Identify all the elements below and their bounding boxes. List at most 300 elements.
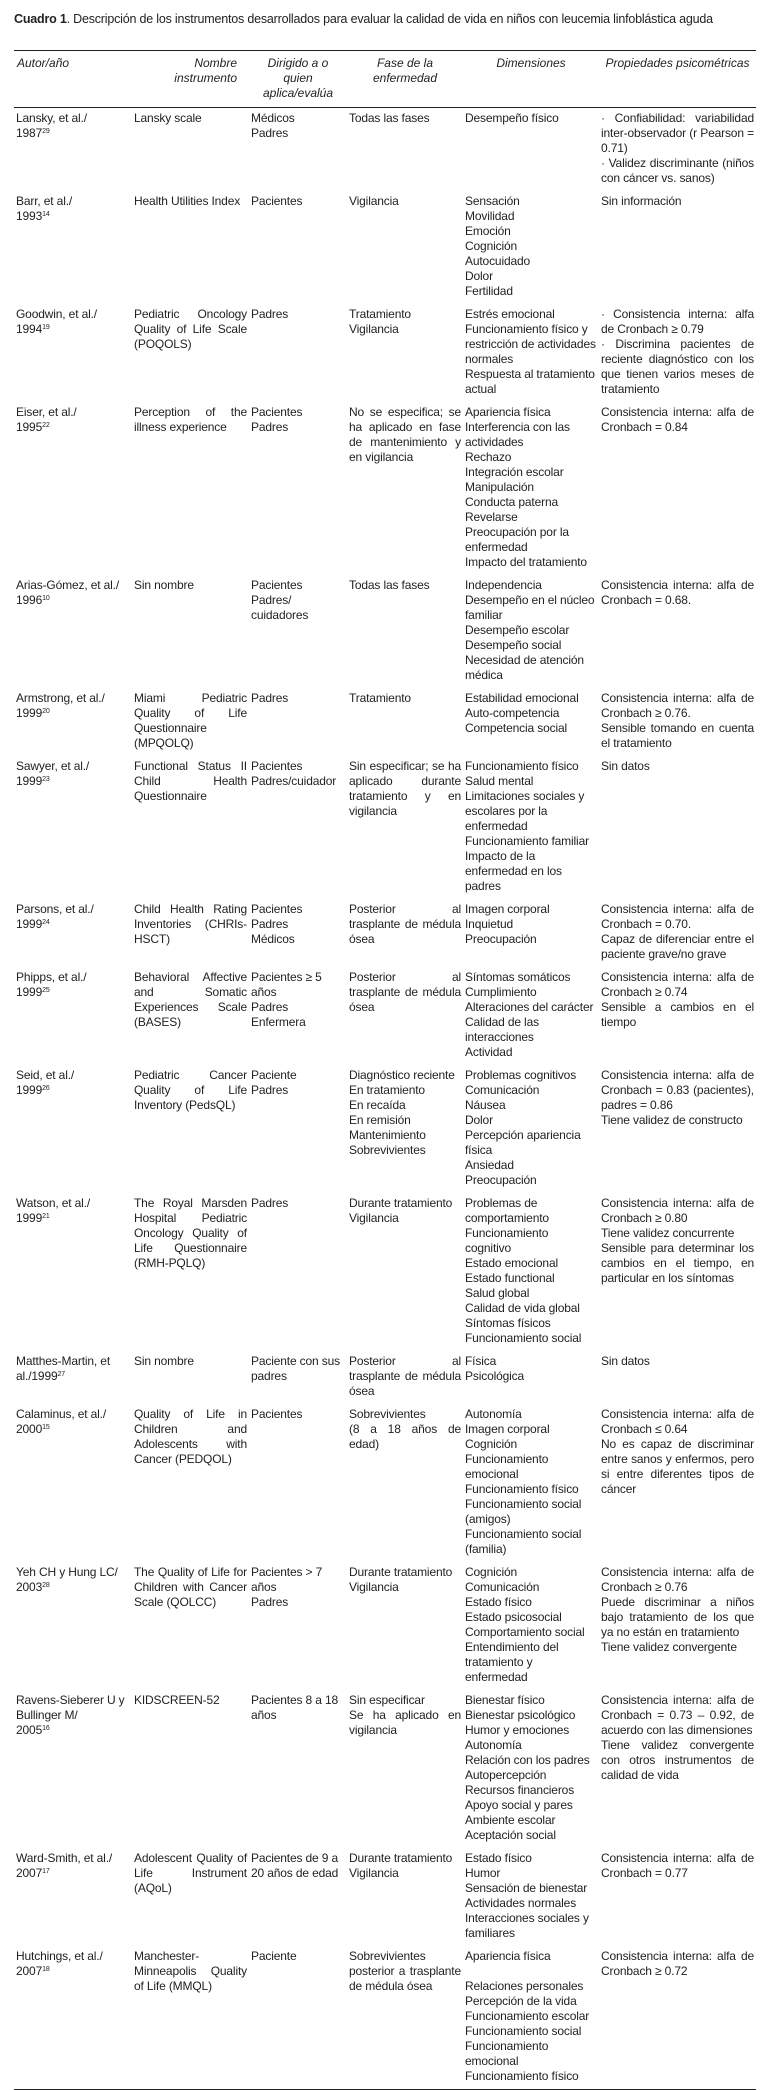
instrument-name-cell [132, 967, 249, 1065]
dimensions-item: Dolor [465, 269, 493, 283]
dimensions-item: Alteraciones del carácter [465, 1000, 594, 1014]
dimensions-item: Desempeño en el núcleo familiar [465, 593, 595, 622]
instrument-item: Behavioral Affective and Somatic Experiences Scale (BASES) [134, 970, 247, 1029]
author-line [16, 322, 130, 337]
phase-item: Sobrevivientes [349, 1407, 426, 1421]
target-cell [249, 304, 347, 402]
dimensions-item: Psicológica [465, 1369, 525, 1383]
phase-item: En tratamiento [349, 1083, 425, 1097]
phase-cell [347, 1946, 463, 2090]
table-row [14, 688, 756, 756]
table-row [14, 1404, 756, 1562]
author-year-cell [14, 688, 132, 756]
dimensions-item: Bienestar psicológico [465, 1708, 576, 1722]
dimensions-item: Problemas cognitivos [465, 1068, 577, 1082]
target-item: Pacientes 8 a 18 años [251, 1693, 338, 1722]
properties-item: Consistencia interna: alfa de Cronbach ≥ 0.74 [601, 970, 754, 999]
dimensions-cell [463, 191, 599, 304]
dimensions-item: Autonomía [465, 1738, 522, 1752]
header-instrument-name: Nombre instrumento [132, 51, 249, 108]
dimensions-item: Ansiedad [465, 1158, 514, 1172]
target-item: Pacientes [251, 578, 303, 592]
dimensions-cell [463, 1065, 599, 1193]
properties-cell [599, 402, 756, 575]
target-cell [249, 1946, 347, 2090]
dimensions-item: Síntomas somáticos [465, 970, 571, 984]
phase-item: Posterior al trasplante de médula ósea [349, 902, 461, 946]
target-cell [249, 1065, 347, 1193]
instrument-item: The Quality of Life for Children with Cancer Scale (QOLCC) [134, 1565, 247, 1609]
author-line [16, 593, 130, 608]
properties-item: Consistencia interna: alfa de Cronbach = 0.77 [601, 1851, 754, 1880]
instrument-name-cell [132, 191, 249, 304]
dimensions-item: Comunicación [465, 1580, 540, 1594]
header-dimensions: Dimensiones [463, 51, 599, 108]
reference-superscript: 16 [42, 1725, 50, 1732]
phase-item: Diagnóstico reciente [349, 1068, 455, 1082]
dimensions-item: Funcionamiento físico y restricción de actividades normales [465, 322, 596, 366]
phase-item: Sobrevivientes [349, 1143, 426, 1157]
dimensions-cell [463, 688, 599, 756]
properties-item: Sin datos [601, 1354, 650, 1368]
phase-cell [347, 191, 463, 304]
phase-cell [347, 1690, 463, 1848]
properties-item: Tiene validez concurrente [601, 1226, 735, 1240]
target-cell [249, 967, 347, 1065]
dimensions-item: Fertilidad [465, 284, 513, 298]
dimensions-item: Ambiente escolar [465, 1813, 556, 1827]
caption-label: Cuadro 1 [14, 12, 67, 26]
instrument-name-cell [132, 575, 249, 688]
author-text: 1993 [16, 209, 43, 223]
phase-cell [347, 1193, 463, 1351]
properties-cell [599, 1562, 756, 1690]
table-row [14, 1562, 756, 1690]
table-row [14, 108, 756, 192]
target-item: Padres [251, 1196, 289, 1210]
author-line [16, 902, 130, 917]
author-year-cell [14, 1690, 132, 1848]
dimensions-cell [463, 304, 599, 402]
instrument-item: Lansky scale [134, 111, 202, 125]
properties-cell [599, 1848, 756, 1946]
phase-item: Sin especificar; se ha aplicado durante tratamiento y en vigilancia [349, 759, 461, 818]
target-cell [249, 1351, 347, 1404]
dimensions-item: Apariencia física [465, 405, 551, 419]
author-year-cell [14, 899, 132, 967]
reference-superscript: 27 [57, 1371, 66, 1378]
dimensions-item: Cognición [465, 1565, 518, 1579]
dimensions-item: Auto-competencia [465, 706, 560, 720]
dimensions-item: Autocuidado [465, 254, 531, 268]
instrument-item: Adolescent Quality of Life Instrument (AQoL) [134, 1851, 247, 1895]
author-line [16, 126, 130, 141]
phase-item: Todas las fases [349, 578, 430, 592]
dimensions-item: Actividades normales [465, 1896, 577, 1910]
table-row [14, 575, 756, 688]
instrument-name-cell [132, 1946, 249, 2090]
target-item: Pacientes [251, 194, 303, 208]
phase-cell [347, 899, 463, 967]
properties-cell [599, 575, 756, 688]
phase-cell [347, 1404, 463, 1562]
properties-item: Consistencia interna: alfa de Cronbach ≤ 0.64 [601, 1407, 754, 1436]
phase-item: Vigilancia [349, 322, 399, 336]
target-cell [249, 1404, 347, 1562]
reference-superscript: 28 [42, 1582, 50, 1589]
author-line [16, 307, 130, 322]
target-cell [249, 756, 347, 899]
dimensions-item: Manipulación [465, 480, 534, 494]
author-line [16, 1422, 130, 1437]
dimensions-item: Salud global [465, 1286, 530, 1300]
author-text: Yeh CH y Hung LC/ [16, 1565, 118, 1579]
phase-item: Todas las fases [349, 111, 430, 125]
properties-cell [599, 191, 756, 304]
properties-item: Consistencia interna: alfa de Cronbach = 0.73 – 0.92, de acuerdo con las dimensiones [601, 1693, 754, 1737]
table-row [14, 304, 756, 402]
dimensions-cell [463, 402, 599, 575]
properties-cell [599, 1193, 756, 1351]
properties-item: Tiene validez convergente con otros instrumentos de calidad de vida [601, 1738, 754, 1782]
author-line [16, 1354, 130, 1384]
properties-item: Consistencia interna: alfa de Cronbach = 0.70. [601, 902, 754, 931]
phase-cell [347, 1848, 463, 1946]
dimensions-cell [463, 1690, 599, 1848]
table-row [14, 191, 756, 304]
target-item: Padres [251, 917, 289, 931]
author-line [16, 1196, 130, 1211]
dimensions-item: Entendimiento del tratamiento y enfermedad [465, 1640, 559, 1684]
target-item: Médicos [251, 111, 295, 125]
dimensions-item: Bienestar físico [465, 1693, 545, 1707]
dimensions-cell [463, 1848, 599, 1946]
author-text: Eiser, et al./ [16, 405, 77, 419]
author-line [16, 1693, 130, 1723]
header-psychometric-properties: Propiedades psicométricas [599, 51, 756, 108]
author-text: Matthes-Martin, et al./1999 [16, 1354, 110, 1383]
instrument-name-cell [132, 1848, 249, 1946]
phase-item: Durante tratamiento [349, 1196, 453, 1210]
table-row [14, 1690, 756, 1848]
dimensions-item: Desempeño físico [465, 111, 559, 125]
properties-item: Tiene validez de constructo [601, 1113, 743, 1127]
table-row [14, 1848, 756, 1946]
instrument-item: Pediatric Cancer Quality of Life Inventory (PedsQL) [134, 1068, 247, 1112]
target-cell [249, 899, 347, 967]
author-text: 1999 [16, 1083, 43, 1097]
dimensions-item: Náusea [465, 1098, 506, 1112]
properties-item: Sin datos [601, 759, 650, 773]
properties-item: Puede discriminar a niños bajo tratamiento de los que ya no están en tratamiento [601, 1595, 754, 1639]
properties-cell [599, 967, 756, 1065]
properties-item: · Validez discriminante (niños con cáncer vs. sanos) [601, 156, 754, 185]
dimensions-item: Integración escolar [465, 465, 564, 479]
author-text: Calaminus, et al./ [16, 1407, 107, 1421]
table-row [14, 756, 756, 899]
author-line [16, 1580, 130, 1595]
phase-item: Vigilancia [349, 1866, 399, 1880]
phase-cell [347, 688, 463, 756]
author-year-cell [14, 1193, 132, 1351]
properties-item: Consistencia interna: alfa de Cronbach ≥ 0.80 [601, 1196, 754, 1225]
properties-item: Tiene validez convergente [601, 1640, 737, 1654]
phase-item: No se especifica; se ha aplicado en fase de mantenimiento y en vigilancia [349, 405, 461, 464]
dimensions-item: Cumplimiento [465, 985, 537, 999]
table-row [14, 1065, 756, 1193]
target-item: Padres [251, 691, 289, 705]
instrument-item: KIDSCREEN-52 [134, 1693, 220, 1707]
author-text: 2007 [16, 1964, 43, 1978]
dimensions-item: Recursos financieros [465, 1783, 575, 1797]
dimensions-item: Percepción apariencia física [465, 1128, 581, 1157]
author-year-cell [14, 575, 132, 688]
target-item: Padres [251, 1083, 289, 1097]
reference-superscript: 29 [42, 128, 50, 135]
dimensions-item: Funcionamiento social [465, 1331, 582, 1345]
target-cell [249, 1848, 347, 1946]
instrument-name-cell [132, 756, 249, 899]
author-line [16, 420, 130, 435]
dimensions-item: Revelarse [465, 510, 518, 524]
dimensions-item: Síntomas físicos [465, 1316, 551, 1330]
dimensions-item: Necesidad de atención médica [465, 653, 584, 682]
author-year-cell [14, 304, 132, 402]
properties-cell [599, 1065, 756, 1193]
properties-item: · Consistencia interna: alfa de Cronbach ≥ 0.79 [601, 307, 754, 336]
author-line [16, 1068, 130, 1083]
phase-item: En recaída [349, 1098, 406, 1112]
table-header [14, 51, 756, 108]
author-year-cell [14, 756, 132, 899]
author-year-cell [14, 1848, 132, 1946]
author-line [16, 1851, 130, 1866]
author-text: 2005 [16, 1723, 43, 1737]
author-line [16, 1083, 130, 1098]
reference-superscript: 15 [42, 1424, 50, 1431]
target-item: Pacientes [251, 759, 303, 773]
author-line [16, 774, 130, 789]
dimensions-item: Desempeño social [465, 638, 562, 652]
instrument-item: Pediatric Oncology Quality of Life Scale (POQOLS) [134, 307, 247, 351]
author-year-cell [14, 402, 132, 575]
dimensions-item: Interacciones sociales y familiares [465, 1911, 589, 1940]
properties-cell [599, 899, 756, 967]
target-item: Pacientes [251, 1407, 303, 1421]
properties-item: Consistencia interna: alfa de Cronbach ≥ 0.76. [601, 691, 754, 720]
author-text: Hutchings, et al./ [16, 1949, 103, 1963]
dimensions-item: Estado functional [465, 1271, 555, 1285]
table-row [14, 1351, 756, 1404]
properties-item: · Discrimina pacientes de reciente diagnóstico con los que tienen varios meses de tratamiento [601, 337, 754, 396]
dimensions-item: Estado físico [465, 1595, 532, 1609]
instrument-name-cell [132, 402, 249, 575]
dimensions-item: Imagen corporal [465, 1422, 550, 1436]
phase-cell [347, 1351, 463, 1404]
target-item: Padres/cuidador [251, 774, 337, 788]
properties-cell [599, 1946, 756, 2090]
phase-item: Se ha aplicado en vigilancia [349, 1708, 461, 1737]
dimensions-item: Preocupación por la enfermedad [465, 525, 569, 554]
author-text: Arias-Gómez, et al./ [16, 578, 120, 592]
author-line [16, 1407, 130, 1422]
phase-item: Durante tratamiento [349, 1851, 453, 1865]
header-row [14, 51, 756, 108]
dimensions-item: Preocupación [465, 932, 537, 946]
author-line [16, 578, 130, 593]
phase-item: Sobrevivientes posterior a trasplante de médula ósea [349, 1949, 461, 1993]
dimensions-item: Funcionamiento social (amigos) [465, 1497, 582, 1526]
dimensions-item: Relaciones personales [465, 1979, 584, 1993]
reference-superscript: 24 [42, 919, 50, 926]
author-line [16, 405, 130, 420]
dimensions-item: Aceptación social [465, 1828, 556, 1842]
properties-cell [599, 1351, 756, 1404]
properties-item: Consistencia interna: alfa de Cronbach = 0.68. [601, 578, 754, 607]
author-text: Seid, et al./ [16, 1068, 75, 1082]
dimensions-cell [463, 1193, 599, 1351]
dimensions-item: Sensación [465, 194, 520, 208]
author-text: Barr, et al./ [16, 194, 73, 208]
author-text: 2000 [16, 1422, 43, 1436]
table-row [14, 402, 756, 575]
properties-item: Sensible para determinar los cambios en el tiempo, en particular en los síntomas [601, 1241, 754, 1285]
reference-superscript: 10 [42, 595, 50, 602]
dimensions-item: Actividad [465, 1045, 513, 1059]
phase-item: Mantenimiento [349, 1128, 426, 1142]
target-item: Padres [251, 1000, 289, 1014]
target-item: Pacientes > 7 años [251, 1565, 323, 1594]
phase-item: Tratamiento [349, 691, 411, 705]
author-year-cell [14, 1404, 132, 1562]
dimensions-item: Funcionamiento escolar [465, 2009, 590, 2023]
properties-item: Capaz de diferenciar entre el paciente grave/no grave [601, 932, 754, 961]
author-line [16, 1949, 130, 1964]
dimensions-item: Relación con los padres [465, 1753, 590, 1767]
caption-text: . Descripción de los instrumentos desarrollados para evaluar la calidad de vida en niños con leucemia linfoblástica aguda [66, 12, 713, 26]
dimensions-item: Percepción de la vida [465, 1994, 577, 2008]
author-text: 1999 [16, 917, 43, 931]
dimensions-item: Estado psicosocial [465, 1610, 562, 1624]
dimensions-item: Desempeño escolar [465, 623, 570, 637]
target-item: Médicos [251, 932, 295, 946]
properties-cell [599, 1404, 756, 1562]
dimensions-item: Estado físico [465, 1851, 532, 1865]
dimensions-item: Funcionamiento familiar [465, 834, 589, 848]
reference-superscript: 20 [42, 708, 50, 715]
target-item: Pacientes de 9 a 20 años de edad [251, 1851, 339, 1880]
header-target: Dirigido a o quien aplica/evalúa [249, 51, 347, 108]
dimensions-item: Funcionamiento físico [465, 2069, 579, 2083]
author-line [16, 970, 130, 985]
dimensions-item: Funcionamiento emocional [465, 1452, 549, 1481]
table-row [14, 967, 756, 1065]
table-body [14, 108, 756, 2090]
dimensions-item: Impacto de la enfermedad en los padres [465, 849, 562, 893]
dimensions-item: Apoyo social y pares [465, 1798, 573, 1812]
properties-item: Consistencia interna: alfa de Cronbach = 0.83 (pacientes), padres = 0.86 [601, 1068, 754, 1112]
table-row [14, 899, 756, 967]
properties-item: Sin información [601, 194, 682, 208]
author-text: 1999 [16, 774, 43, 788]
author-year-cell [14, 967, 132, 1065]
instrument-item: Sin nombre [134, 1354, 194, 1368]
author-line [16, 691, 130, 706]
author-line [16, 1723, 130, 1738]
target-item: Paciente [251, 1949, 297, 1963]
author-year-cell [14, 1562, 132, 1690]
author-year-cell [14, 1946, 132, 2090]
instrument-name-cell [132, 899, 249, 967]
author-line [16, 759, 130, 774]
dimensions-item: Estado emocional [465, 1256, 558, 1270]
dimensions-item: Rechazo [465, 450, 512, 464]
phase-item: Vigilancia [349, 194, 399, 208]
properties-item: · Confiabilidad: variabilidad inter-observador (r Pearson = 0.71) [601, 111, 754, 155]
target-item: Paciente con sus padres [251, 1354, 340, 1383]
reference-superscript: 26 [42, 1085, 50, 1092]
target-cell [249, 1193, 347, 1351]
header-author-year: Autor/año [14, 51, 132, 108]
phase-item: Vigilancia [349, 1211, 399, 1225]
table-row [14, 1193, 756, 1351]
dimensions-item: Inquietud [465, 917, 514, 931]
header-disease-phase: Fase de la enfermedad [347, 51, 463, 108]
dimensions-item: Funcionamiento físico [465, 1482, 579, 1496]
reference-superscript: 14 [42, 211, 50, 218]
instrument-name-cell [132, 1404, 249, 1562]
dimensions-cell [463, 756, 599, 899]
dimensions-item: Competencia social [465, 721, 568, 735]
phase-item: Durante tratamiento [349, 1565, 453, 1579]
phase-item: (8 a 18 años de edad) [349, 1422, 461, 1451]
dimensions-item: Sensación de bienestar [465, 1881, 588, 1895]
phase-cell [347, 575, 463, 688]
dimensions-cell [463, 899, 599, 967]
author-line [16, 1866, 130, 1881]
dimensions-item: Movilidad [465, 209, 515, 223]
instrument-item: Sin nombre [134, 578, 194, 592]
phase-item: Posterior al trasplante de médula ósea [349, 1354, 461, 1398]
instrument-name-cell [132, 1193, 249, 1351]
instrument-item: Child Health Rating Inventories (CHRIs-HSCT) [134, 902, 247, 946]
dimensions-item: Conducta paterna [465, 495, 559, 509]
phase-cell [347, 967, 463, 1065]
dimensions-cell [463, 1404, 599, 1562]
author-text: Lansky, et al./ [16, 111, 87, 125]
properties-cell [599, 688, 756, 756]
author-text: Ravens-Sieberer U y Bullinger M/ [16, 1693, 125, 1722]
author-line [16, 917, 130, 932]
phase-item: Sin especificar [349, 1693, 425, 1707]
dimensions-item: Calidad de vida global [465, 1301, 580, 1315]
author-line [16, 209, 130, 224]
dimensions-cell [463, 1562, 599, 1690]
phase-cell [347, 1065, 463, 1193]
dimensions-item: Funcionamiento cognitivo [465, 1226, 549, 1255]
dimensions-item: Funcionamiento físico [465, 759, 579, 773]
author-year-cell [14, 191, 132, 304]
phase-item: En remisión [349, 1113, 411, 1127]
author-text: 1999 [16, 1211, 43, 1225]
instrument-item: The Royal Marsden Hospital Pediatric Oncology Quality of Life Questionnaire (RMH-PQLQ) [134, 1196, 247, 1270]
dimensions-item: Humor [465, 1866, 501, 1880]
target-item: Padres/ cuidadores [251, 593, 309, 622]
phase-cell [347, 756, 463, 899]
properties-item: Sensible a cambios en el tiempo [601, 1000, 754, 1029]
author-text: Sawyer, et al./ [16, 759, 90, 773]
instrument-name-cell [132, 1351, 249, 1404]
